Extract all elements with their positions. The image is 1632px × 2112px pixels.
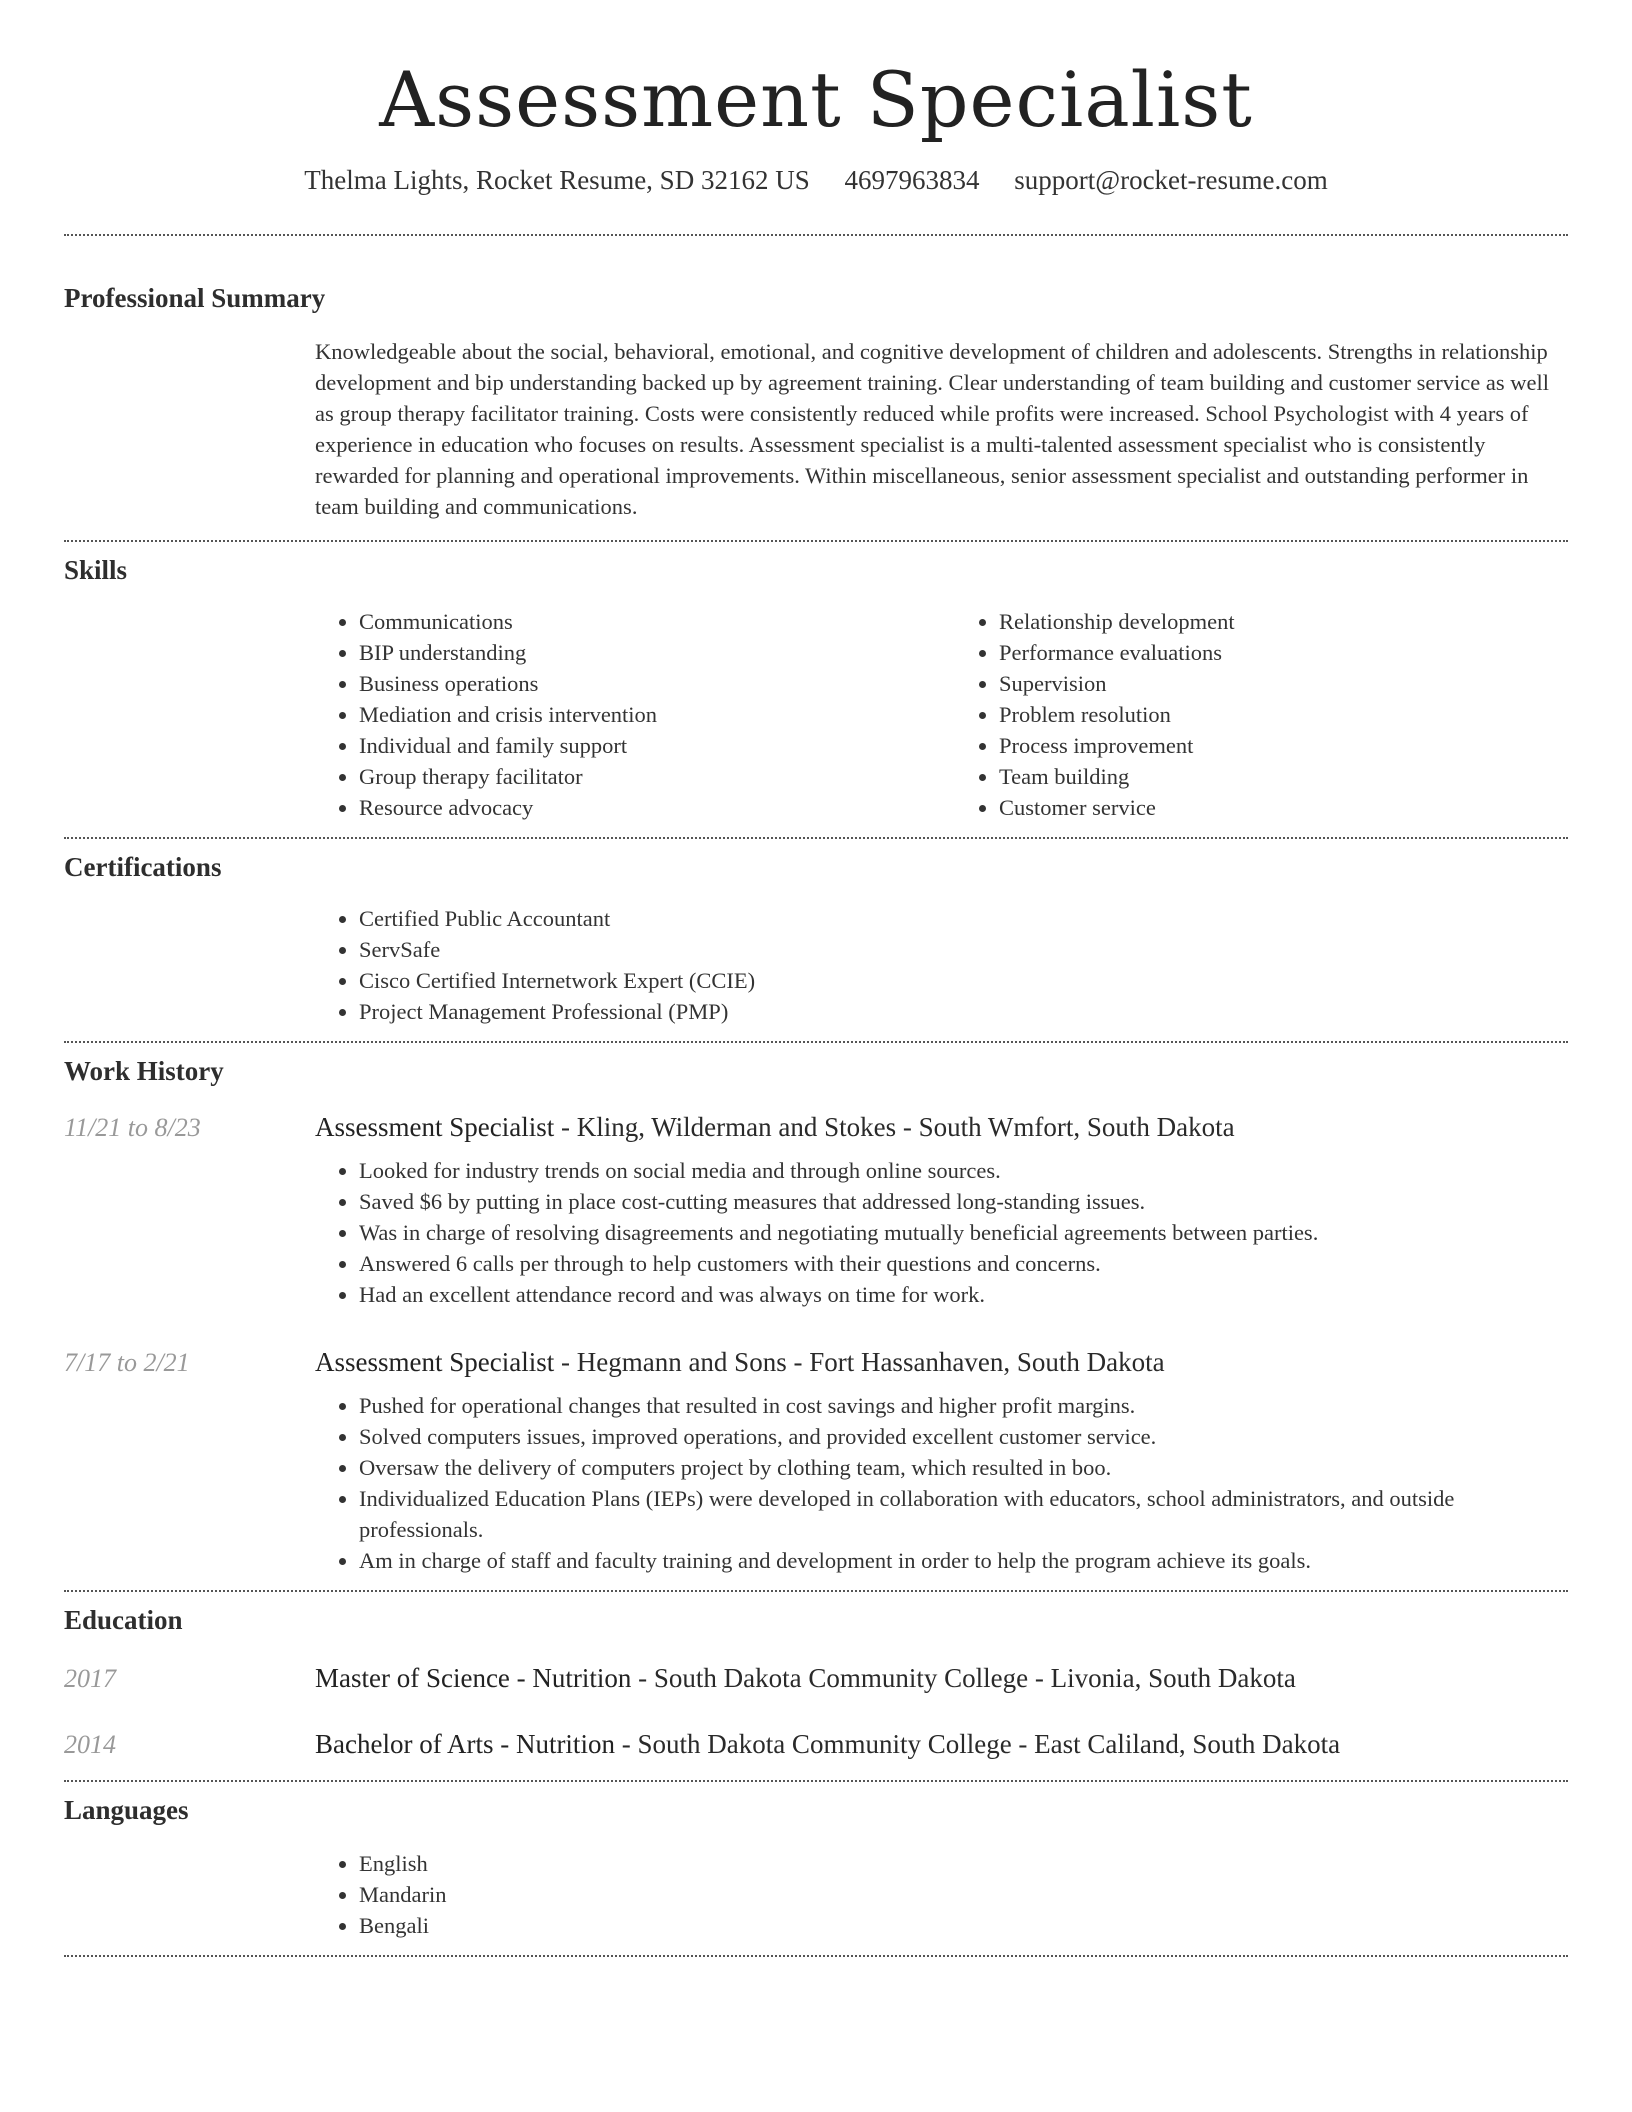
job-duty-item: • Individualized Education Plans (IEPs) were developed in collaboration with educators, school administrators, and outside professionals. <box>359 1483 1568 1545</box>
section-title-skills: Skills <box>64 555 128 585</box>
skill-item: • Supervision <box>999 668 1235 699</box>
job-role: Assessment Specialist <box>315 1112 555 1142</box>
education-school-location: - South Dakota Community College - Livonia, South Dakota <box>631 1663 1296 1693</box>
work-history-section <box>64 1043 1568 1590</box>
job-duty-item: • Looked for industry trends on social media and through online sources. <box>359 1155 1568 1186</box>
job-duty-item: • Was in charge of resolving disagreements and negotiating mutually beneficial agreements between parties. <box>359 1217 1568 1248</box>
job-header <box>64 1109 1568 1145</box>
skill-item: • Group therapy facilitator <box>359 761 679 792</box>
language-item: • Bengali <box>359 1910 1568 1941</box>
skill-item: • Relationship development <box>999 606 1235 637</box>
section-title-languages: Languages <box>64 1795 189 1825</box>
certification-item: • ServSafe <box>359 934 1568 965</box>
job-dates: 11/21 to 8/23 <box>64 1113 201 1142</box>
education-entry <box>64 1660 1568 1696</box>
section-title-work: Work History <box>64 1056 224 1086</box>
summary-section <box>64 236 1568 540</box>
skill-item: • Resource advocacy <box>359 792 679 823</box>
job-duty-item: • Saved $6 by putting in place cost-cutting measures that addressed long-standing issues. <box>359 1186 1568 1217</box>
certification-item: • Certified Public Accountant <box>359 903 1568 934</box>
job-role: Assessment Specialist <box>315 1347 555 1377</box>
language-item: • English <box>359 1848 1568 1879</box>
skills-list-right <box>679 606 1235 823</box>
skill-item: • BIP understanding <box>359 637 679 668</box>
job-title-line <box>315 1344 1165 1380</box>
education-section <box>64 1592 1568 1780</box>
job-duty-item: • Am in charge of staff and faculty training and development in order to help the program achieve its goals. <box>359 1545 1568 1576</box>
divider <box>64 1955 1568 1957</box>
certifications-section <box>64 839 1568 1041</box>
job-entry <box>64 1109 1568 1310</box>
job-duties-list <box>64 1390 1568 1576</box>
job-entry <box>64 1344 1568 1576</box>
job-title-line <box>315 1109 1235 1145</box>
education-year: 2017 <box>64 1664 116 1693</box>
education-line <box>315 1726 1340 1762</box>
job-duty-item: • Oversaw the delivery of computers project by clothing team, which resulted in boo. <box>359 1452 1568 1483</box>
skill-item: • Customer service <box>999 792 1235 823</box>
skills-columns <box>64 606 1568 823</box>
skill-item: • Business operations <box>359 668 679 699</box>
section-title-education: Education <box>64 1605 183 1635</box>
job-duty-item: • Had an excellent attendance record and was always on time for work. <box>359 1279 1568 1310</box>
skill-item: • Individual and family support <box>359 730 679 761</box>
certification-item: • Project Management Professional (PMP) <box>359 996 1568 1027</box>
certifications-list <box>64 903 1568 1027</box>
contact-email: support@rocket-resume.com <box>1014 165 1328 195</box>
job-duties-list <box>64 1155 1568 1310</box>
languages-list <box>64 1848 1568 1941</box>
skills-list-left <box>64 606 679 823</box>
certification-item: • Cisco Certified Internetwork Expert (CCIE) <box>359 965 1568 996</box>
job-duty-item: • Answered 6 calls per through to help customers with their questions and concerns. <box>359 1248 1568 1279</box>
education-degree: Master of Science - Nutrition <box>315 1663 632 1693</box>
education-line <box>315 1660 1296 1696</box>
job-duties <box>64 1155 1568 1310</box>
skill-item: • Communications <box>359 606 679 637</box>
skill-item: • Team building <box>999 761 1235 792</box>
skills-section <box>64 542 1568 837</box>
skill-item: • Mediation and crisis intervention <box>359 699 679 730</box>
contact-address: Thelma Lights, Rocket Resume, SD 32162 US <box>304 165 810 195</box>
education-school-location: - South Dakota Community College - East Caliland, South Dakota <box>614 1729 1341 1759</box>
skill-item: • Process improvement <box>999 730 1235 761</box>
job-duty-item: • Pushed for operational changes that resulted in cost savings and higher profit margins. <box>359 1390 1568 1421</box>
summary-text: Knowledgeable about the social, behavioral, emotional, and cognitive development of children and adolescents. Strengths in relationship development and bip understanding backed up by agreement training. Clear understanding of team building and customer service as well as group therapy facilitator training. Costs were consistently reduced while profits were increased. School Psychologist with 4 years of experience in education who focuses on results. Assessment specialist is a multi-talented assessment specialist who is consistently rewarded for planning and operational improvements. Within miscellaneous, senior assessment specialist and outstanding performer in team building and communications. <box>315 339 1550 519</box>
language-item: • Mandarin <box>359 1879 1568 1910</box>
resume-title: Assessment Specialist <box>379 55 1253 144</box>
job-header <box>64 1344 1568 1380</box>
job-dates: 7/17 to 2/21 <box>64 1348 190 1377</box>
education-degree: Bachelor of Arts - Nutrition <box>315 1729 615 1759</box>
job-employer-location: - Hegmann and Sons - Fort Hassanhaven, South Dakota <box>554 1347 1165 1377</box>
contact-phone: 4697963834 <box>844 165 980 195</box>
section-title-summary: Professional Summary <box>64 283 326 313</box>
resume-page <box>64 0 1568 1957</box>
skill-item: • Performance evaluations <box>999 637 1235 668</box>
education-entry <box>64 1726 1568 1762</box>
contact-line <box>64 162 1568 198</box>
job-duties <box>64 1390 1568 1576</box>
languages-section <box>64 1782 1568 1955</box>
skill-item: • Problem resolution <box>999 699 1235 730</box>
education-year: 2014 <box>64 1730 116 1759</box>
section-title-certifications: Certifications <box>64 852 222 882</box>
job-duty-item: • Solved computers issues, improved operations, and provided excellent customer service. <box>359 1421 1568 1452</box>
job-employer-location: - Kling, Wilderman and Stokes - South Wmfort, South Dakota <box>554 1112 1235 1142</box>
